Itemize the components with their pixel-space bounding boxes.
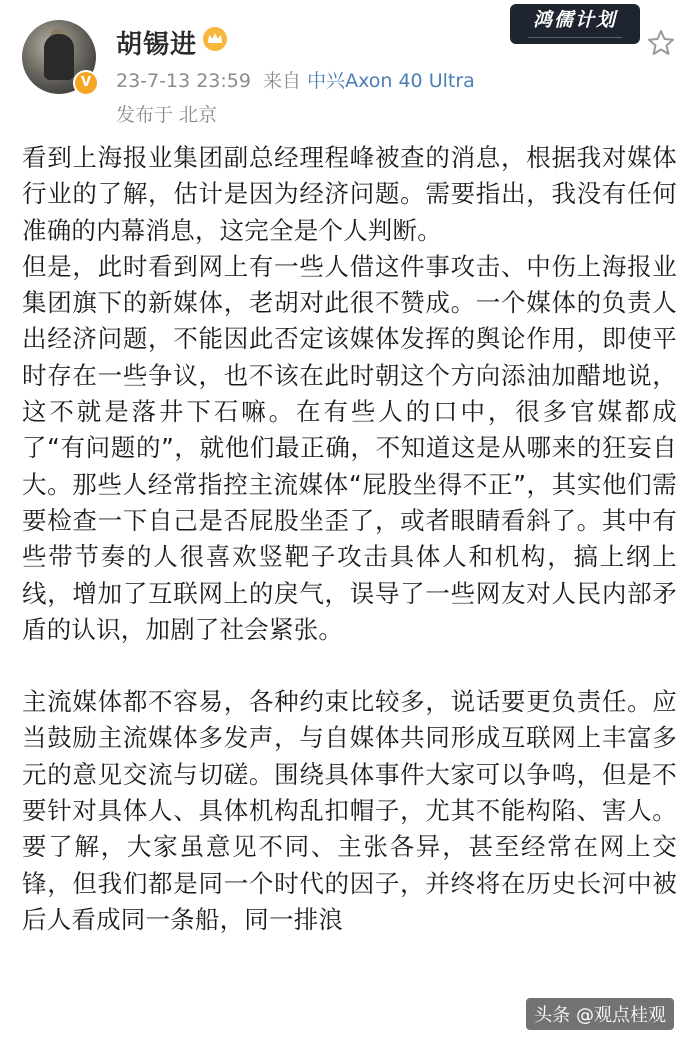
post-location: 发布于 北京 bbox=[116, 104, 218, 126]
post-paragraph-2: 但是，此时看到网上有一些人借这件事攻击、中伤上海报业集团旗下的新媒体，老胡对此很不赞成。一个媒体的负责人出经济问题，不能因此否定该媒体发挥的舆论作用，即使平时存在一些争议，也不该在此时朝这个方向添油加醋地说，这不就是落井下石嘛。在有些人的口中，很多官媒都成了“有问题的”，就他们最正确，不知道这是从哪来的狂妄自大。那些人经常指控主流媒体“屁股坐得不正”，其实他们需要检查一下自己是否屁股坐歪了，或者眼睛看斜了。其中有些带节奏的人很喜欢竖靶子攻击具体人和机构，搞上纲上线，增加了互联网上的戾气，误导了一些网友对人民内部矛盾的认识，加剧了社会紧张。 bbox=[22, 251, 677, 644]
user-name[interactable]: 胡锡进 bbox=[116, 30, 198, 60]
post-timestamp: 23-7-13 23:59 bbox=[116, 70, 251, 92]
source-watermark: 头条 @观点桂观 bbox=[526, 998, 674, 1030]
source-prefix: 来自 bbox=[263, 70, 302, 92]
favorite-star-icon[interactable] bbox=[646, 28, 676, 58]
post-body bbox=[22, 140, 677, 938]
avatar-figure-shape bbox=[44, 34, 74, 80]
campaign-badge-underline bbox=[528, 37, 622, 42]
verified-badge-icon: V bbox=[73, 70, 99, 96]
campaign-badge[interactable] bbox=[510, 4, 640, 44]
post-paragraph-3: 主流媒体都不容易，各种约束比较多，说话要更负责任。应当鼓励主流媒体多发声，与自媒体共同形成互联网上丰富多元的意见交流与切磋。围绕具体事件大家可以争鸣，但是不要针对具体人、具体机构乱扣帽子，尤其不能构陷、害人。要了解，大家虽意见不同、主张各异，甚至经常在网上交锋，但我们都是同一个时代的因子，并终将在历史长河中被后人看成同一条船，同一排浪 bbox=[22, 687, 677, 934]
post-paragraph-1: 看到上海报业集团副总经理程峰被查的消息，根据我对媒体行业的了解，估计是因为经济问题。需要指出，我没有任何准确的内幕消息，这完全是个人判断。 bbox=[22, 143, 677, 245]
crown-icon bbox=[202, 26, 228, 52]
campaign-badge-label: 鸿儒计划 bbox=[532, 9, 617, 31]
device-link[interactable]: 中兴Axon 40 Ultra bbox=[307, 70, 475, 92]
post-meta bbox=[116, 66, 475, 93]
